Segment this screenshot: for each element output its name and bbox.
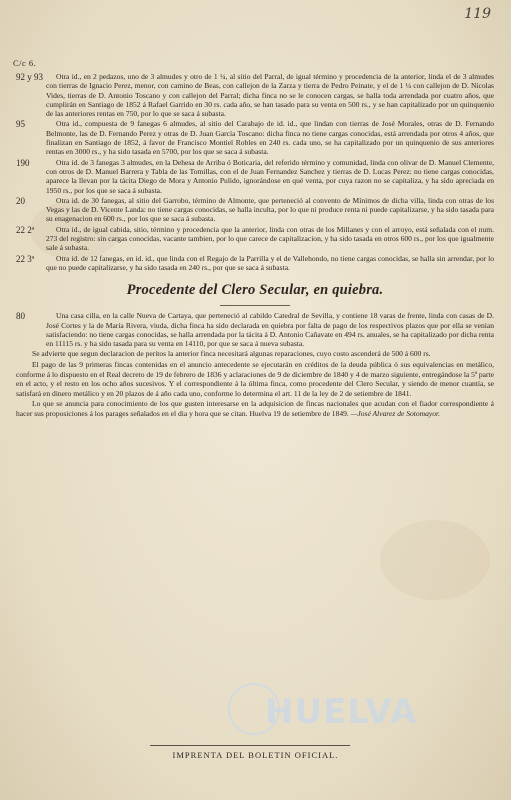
entry-number: 20: [16, 195, 25, 206]
section-divider: [220, 305, 290, 306]
entry-text: Una casa cilla, en la calle Nueva de Cartaya, que perteneció al cabildo Catedral de Sevilla, y contiene 18 varas de frente, linda con casas de D. José Cortes y la de María Rivera, viuda, dicha finca ha sido declarada en quiebra por falta de pago de los respectivos plazos que por ella se venian satisfaciendo: no tiene cargas conocidas, se halla arrendada por la tácita á D. Antonio Cañavate en 494 rs. anuales, se ha capitalizado por dicha renta en 11115 rs. y ha sido tasada para su venta en 14110, por que se saca á nueva subasta.: [46, 311, 494, 349]
signature-mark: C/c 6.: [13, 58, 37, 68]
entry-text: Otra id. de 12 fanegas, en id. id., que linda con el Regajo de la Parrilla y el de Vallehondo, no tiene cargas conocidas, se halla sin arrendar, por lo que no puede capitalizarse, y ha sido tasada en 240 rs., por que se saca á subasta.: [46, 253, 494, 272]
closing-text: Lo que se anuncia para conocimiento de los que gusten interesarse en la adquisicion de fincas nacionales que acudan con el fiador correspondiente á hacer sus proposiciones á los parages señalados en el dia y hora que se citan. Huelva 19 de setiembre de 1849.: [16, 399, 494, 418]
page-number: 119: [464, 6, 491, 22]
entry-text: Otra id., de igual cabida, sitio, término y procedencia que la anterior, linda con otras de los Millanes y con el arroyo, está señalada con el num. 273 del registro: sin cargas conocidas, vacante tambien, por lo que carece de capitalizacion, y ha sido tasada en otros 600 rs., por los que igualmente sale á subasta.: [46, 224, 494, 253]
imprint-divider: [150, 745, 350, 746]
watermark: HUELVA: [265, 692, 418, 732]
entry-text: Otra id., en 2 pedazos, uno de 3 almudes y otro de 1 ¼, al sitio del Parral, de igual término y procedencia de la anterior, linda el de 3 almudes con tierras de Ignacio Perez, menor, con camino de Beas, con callejon de la Zarza y tierra de Pedro Peinate, y el de 1 ¼ con callejon de D. Nicolas Vides, tierras de D. Antonio Toscano y con callejon del Parral; dicha finca no se le conocen cargas, se halla toda arrendada por cuatro años, que cumplirán en Santiago de 1852 á Rafael Garrido en 30 rs. cada año, se han tasado para su venta en 500 rs., y se han capitalizado por un quinquenio de las anteriores rentas en 750, por lo que se saca á subasta.: [46, 72, 494, 119]
list-item: [16, 254, 494, 273]
entry-number: 80: [16, 311, 25, 322]
entry-number: 190: [16, 157, 30, 168]
entry-number: 22 3ª: [16, 253, 35, 264]
paper-stain: [380, 520, 490, 600]
entry-number: 95: [16, 119, 25, 130]
list-item: [16, 196, 494, 224]
entry-number: 92 y 93: [16, 72, 43, 82]
signatory: —José Alvarez de Sotomayor.: [350, 408, 440, 418]
list-item: [16, 311, 494, 348]
list-item: [16, 72, 494, 118]
entry-text: Otra id. de 30 fanegas, al sitio del Garrobo, término de Almonte, que perteneció al convento de Mínimos de dicha villa, linda con otras de los Vegas y las de D. Vicente Landa: no tiene cargas conocidas, se halla inculta, por lo que ni produce renta ni puede capitalizarse, y ha sido tasada para su enagenacion en 600 rs., por los que se saca á subasta.: [46, 195, 494, 224]
list-item: [16, 119, 494, 156]
list-item: [16, 158, 494, 195]
payment-paragraph: El pago de las 9 primeras fincas contenidas en el anuncio antecedente se ejecutarán en créditos de la deuda pública ó sus equivalencias en metálico, conforme á lo dispuesto en el Real decreto de 19 de febrero de 1836 y aclaraciones de 9 de diciembre de 1840 y 4 de marzo siguiente, entregándose la 5ª parte en el acto, y el resto en los ocho años sucesivos. Y el correspondiente á la última finca, como procedente del Clero Secular, y siendo de menor cuantía, se satisfará en dinero metálico y en 20 plazos de á año cada uno, conforme lo determina el art. 11 de la ley de 2 de setiembre de 1841.: [16, 360, 494, 398]
imprint: IMPRENTA DEL BOLETIN OFICIAL.: [172, 750, 339, 760]
document-body: [16, 72, 494, 420]
section-title: Procedente del Clero Secular, en quiebra.: [126, 282, 384, 299]
notice-paragraph: Se advierte que segun declaracion de peritos la anterior finca necesitará algunas reparaciones, cuyo costo ascenderá de 500 á 600 rs.: [32, 349, 431, 359]
entry-text: Otra id., compuesta de 9 fanegas 6 almudes, al sitio del Carabajo de id. id., que lindan con tierras de José Morales, otras de D. Fernando Belmonte, las de D. Fernando Perez y otras de D. Juan García Toscano: dicha finca no tiene cargas conocidas, está arrendada por otros 4 años, que finalizan en Santiago de 1852, á favor de Francisco Montiel Robles en 240 rs. cada uno, se ha capitalizado por un quinquenio de sus anteriores rentas en 3000 rs., y ha sido tasada en 5700, por los que se saca á subasta.: [46, 119, 494, 157]
list-item: [16, 225, 494, 253]
entry-text: Otra id. de 3 fanegas 3 almudes, en la Dehesa de Arriba ó Boticaria, del referido término y comunidad, linda con olivar de D. Manuel Clemente, con otros de D. Manuel Barrera y Tabla de las Tomillas, con el de Juan Fernandez Sanchez y tierras de D. Lucas Perez: no tiene cargas conocidas, aparece la llevan por la tácita Diego de Mora y Antonio Pulido, ignorándose en qué venta, por cuya razon no se capitaliza, y ha sido apreciada en 1950 rs., por los que se saca á subasta.: [46, 157, 494, 195]
closing-paragraph: [16, 399, 494, 418]
entry-number: 22 2ª: [16, 224, 35, 235]
